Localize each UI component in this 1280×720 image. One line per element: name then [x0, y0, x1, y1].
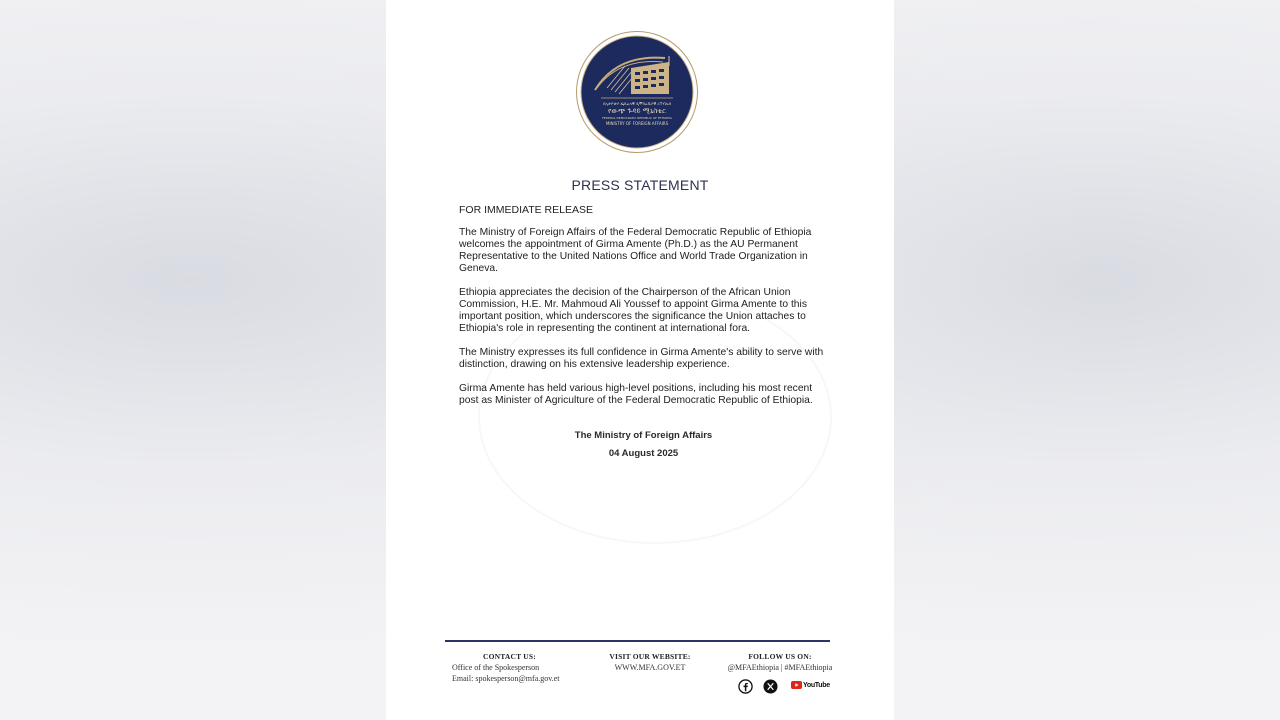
youtube-link[interactable]: [791, 681, 830, 689]
seal-text: በኢትዮጵያ ፌዴራላዊ ዲሞክራሲያዊ ሪፐብሊክ የውጭ ጉዳይ ሚኒስቴር FEDERAL DEMOCRATIC REPUBLIC OF ETHIOPIA MINISTRY OF FOREIGN AFFAIRS: [602, 101, 672, 126]
release-label: FOR IMMEDIATE RELEASE: [459, 204, 593, 216]
paragraph-2: Ethiopia appreciates the decision of the Chairperson of the African Union Commission, H.E. Mr. Mahmoud Ali Youssef to appoint Girma Amente to this important position, which underscores the significance the Union attaches to Ethiopia's role in representing the continent at international fora.: [459, 287, 807, 334]
paragraph-1: The Ministry of Foreign Affairs of the Federal Democratic Republic of Ethiopia welcomes the appointment of Girma Amente (Ph.D.) as the AU Permanent Representative to the United Nations Office and World Trade Organization in Geneva.: [459, 227, 812, 274]
contact-title: CONTACT US:: [483, 652, 536, 661]
youtube-icon: [791, 681, 802, 689]
signature-date: 04 August 2025: [608, 448, 679, 459]
footer-follow: [720, 651, 840, 673]
press-statement-page: [386, 0, 894, 720]
follow-handles: @MFAEthiopia | #MFAEthiopia: [727, 663, 833, 672]
paragraph-3: The Ministry expresses its full confidence in Girma Amente's ability to serve with distinction, drawing on his extensive leadership experience.: [459, 347, 824, 370]
page-title: PRESS STATEMENT: [571, 177, 709, 193]
footer-divider: [445, 640, 830, 642]
contact-office: Office of the Spokesperson: [452, 663, 540, 672]
ministry-seal-logo: [576, 31, 698, 153]
website-title: VISIT OUR WEBSITE:: [609, 652, 691, 661]
facebook-icon[interactable]: [738, 679, 753, 694]
footer-website: [600, 651, 700, 673]
paragraph-4: Girma Amente has held various high-level positions, including his most recent post as Minister of Agriculture of the Federal Democratic Republic of Ethiopia.: [459, 383, 813, 406]
youtube-label: YouTube: [803, 681, 830, 689]
signature-org: The Ministry of Foreign Affairs: [574, 430, 713, 441]
website-link[interactable]: WWW.MFA.GOV.ET: [614, 663, 686, 672]
x-twitter-icon[interactable]: [763, 679, 778, 694]
follow-title: FOLLOW US ON:: [748, 652, 812, 661]
footer-contact: [452, 651, 582, 684]
contact-email[interactable]: Email: spokesperson@mfa.gov.et: [452, 674, 560, 683]
